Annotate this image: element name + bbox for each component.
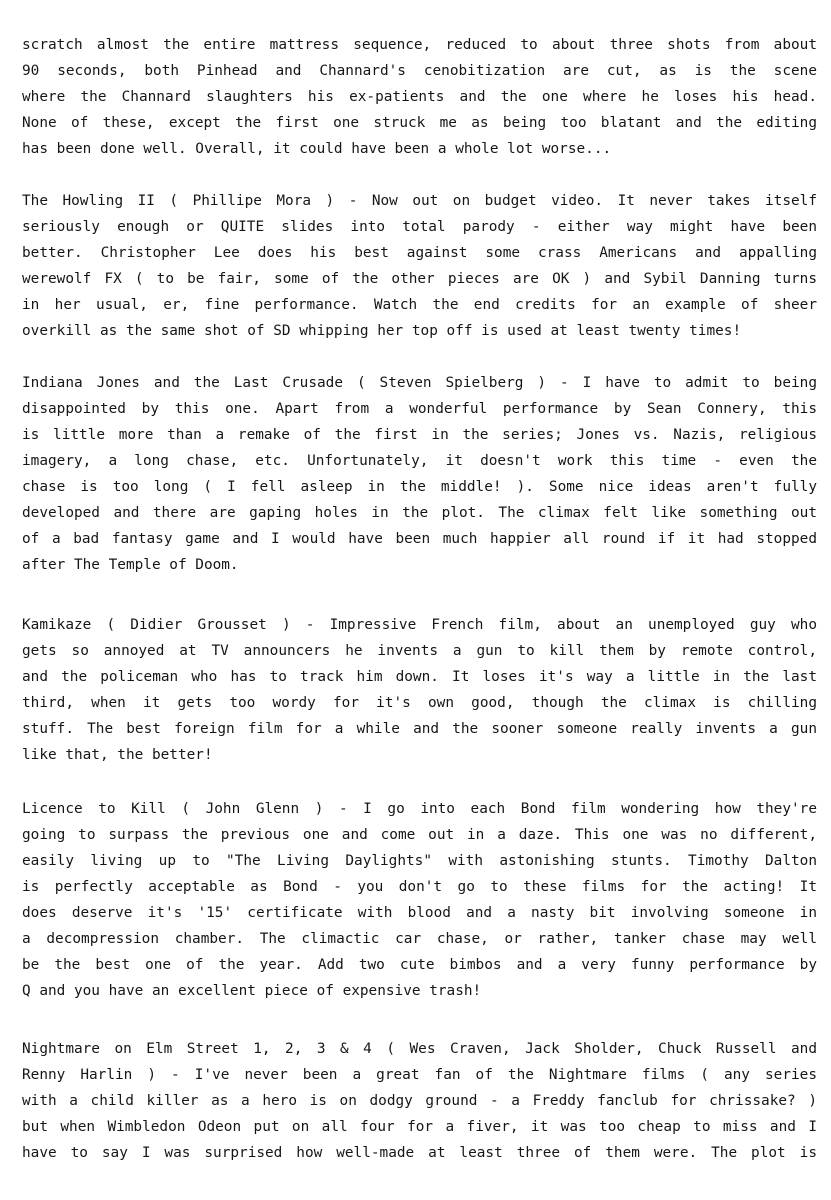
text-line: after The Temple of Doom.	[22, 557, 239, 573]
text-line: gets so annoyed at TV announcers he invents a gun to kill them by remote control,	[22, 643, 817, 659]
text-line: does deserve it's '15' certificate with blood and a nasty bit involving someone in	[22, 905, 817, 921]
text-line: imagery, a long chase, etc. Unfortunately, it doesn't work this time - even the	[22, 453, 817, 469]
text-line: 90 seconds, both Pinhead and Channard's cenobitization are cut, as is the scene	[22, 63, 817, 79]
review-nightmare-on-elm-street	[22, 1036, 817, 1166]
text-line: seriously enough or QUITE slides into total parody - either way might have been	[22, 219, 817, 235]
text-line: where the Channard slaughters his ex-patients and the one where he loses his head.	[22, 89, 817, 105]
text-line: chase is too long ( I fell asleep in the middle! ). Some nice ideas aren't fully	[22, 479, 817, 495]
text-line: Indiana Jones and the Last Crusade ( Steven Spielberg ) - I have to admit to being	[22, 375, 817, 391]
text-line: like that, the better!	[22, 747, 213, 763]
text-line: be the best one of the year. Add two cute bimbos and a very funny performance by	[22, 957, 817, 973]
text-line: stuff. The best foreign film for a while and the sooner someone really invents a gun	[22, 721, 817, 737]
text-line: better. Christopher Lee does his best against some crass Americans and appalling	[22, 245, 817, 261]
text-line: Licence to Kill ( John Glenn ) - I go into each Bond film wondering how they're	[22, 801, 817, 817]
text-line: but when Wimbledon Odeon put on all four for a fiver, it was too cheap to miss and I	[22, 1119, 817, 1135]
text-line: disappointed by this one. Apart from a wonderful performance by Sean Connery, this	[22, 401, 817, 417]
text-line: Nightmare on Elm Street 1, 2, 3 & 4 ( Wes Craven, Jack Sholder, Chuck Russell and	[22, 1041, 817, 1057]
text-line: scratch almost the entire mattress sequence, reduced to about three shots from about	[22, 37, 817, 53]
text-line: third, when it gets too wordy for it's own good, though the climax is chilling	[22, 695, 817, 711]
text-line: Kamikaze ( Didier Grousset ) - Impressive French film, about an unemployed guy who	[22, 617, 817, 633]
text-line: with a child killer as a hero is on dodgy ground - a Freddy fanclub for chrissake? )	[22, 1093, 817, 1109]
text-line: werewolf FX ( to be fair, some of the other pieces are OK ) and Sybil Danning turns	[22, 271, 817, 287]
review-kamikaze	[22, 612, 817, 768]
text-line: developed and there are gaping holes in the plot. The climax felt like something out	[22, 505, 817, 521]
text-line: has been done well. Overall, it could have been a whole lot worse...	[22, 141, 612, 157]
text-line: easily living up to "The Living Daylights" with astonishing stunts. Timothy Dalton	[22, 853, 817, 869]
review-indiana-jones-last-crusade	[22, 370, 817, 578]
text-line: is little more than a remake of the first in the series; Jones vs. Nazis, religious	[22, 427, 817, 443]
text-line: have to say I was surprised how well-made at least three of them were. The plot is	[22, 1145, 817, 1161]
text-line: in her usual, er, fine performance. Watch the end credits for an example of sheer	[22, 297, 817, 313]
text-line: The Howling II ( Phillipe Mora ) - Now out on budget video. It never takes itself	[22, 193, 817, 209]
text-line: None of these, except the first one struck me as being too blatant and the editing	[22, 115, 817, 131]
review-the-howling-2	[22, 188, 817, 344]
review-hellbound-cuts-continued	[22, 32, 817, 162]
text-line: overkill as the same shot of SD whipping her top off is used at least twenty times!	[22, 323, 742, 339]
review-licence-to-kill	[22, 796, 817, 1004]
text-line: and the policeman who has to track him down. It loses it's way a little in the last	[22, 669, 817, 685]
text-line: Q and you have an excellent piece of expensive trash!	[22, 983, 482, 999]
text-line: of a bad fantasy game and I would have been much happier all round if it had stopped	[22, 531, 817, 547]
text-line: Renny Harlin ) - I've never been a great fan of the Nightmare films ( any series	[22, 1067, 817, 1083]
text-line: going to surpass the previous one and come out in a daze. This one was no different,	[22, 827, 817, 843]
text-line: a decompression chamber. The climactic car chase, or rather, tanker chase may well	[22, 931, 817, 947]
text-line: is perfectly acceptable as Bond - you don't go to these films for the acting! It	[22, 879, 817, 895]
